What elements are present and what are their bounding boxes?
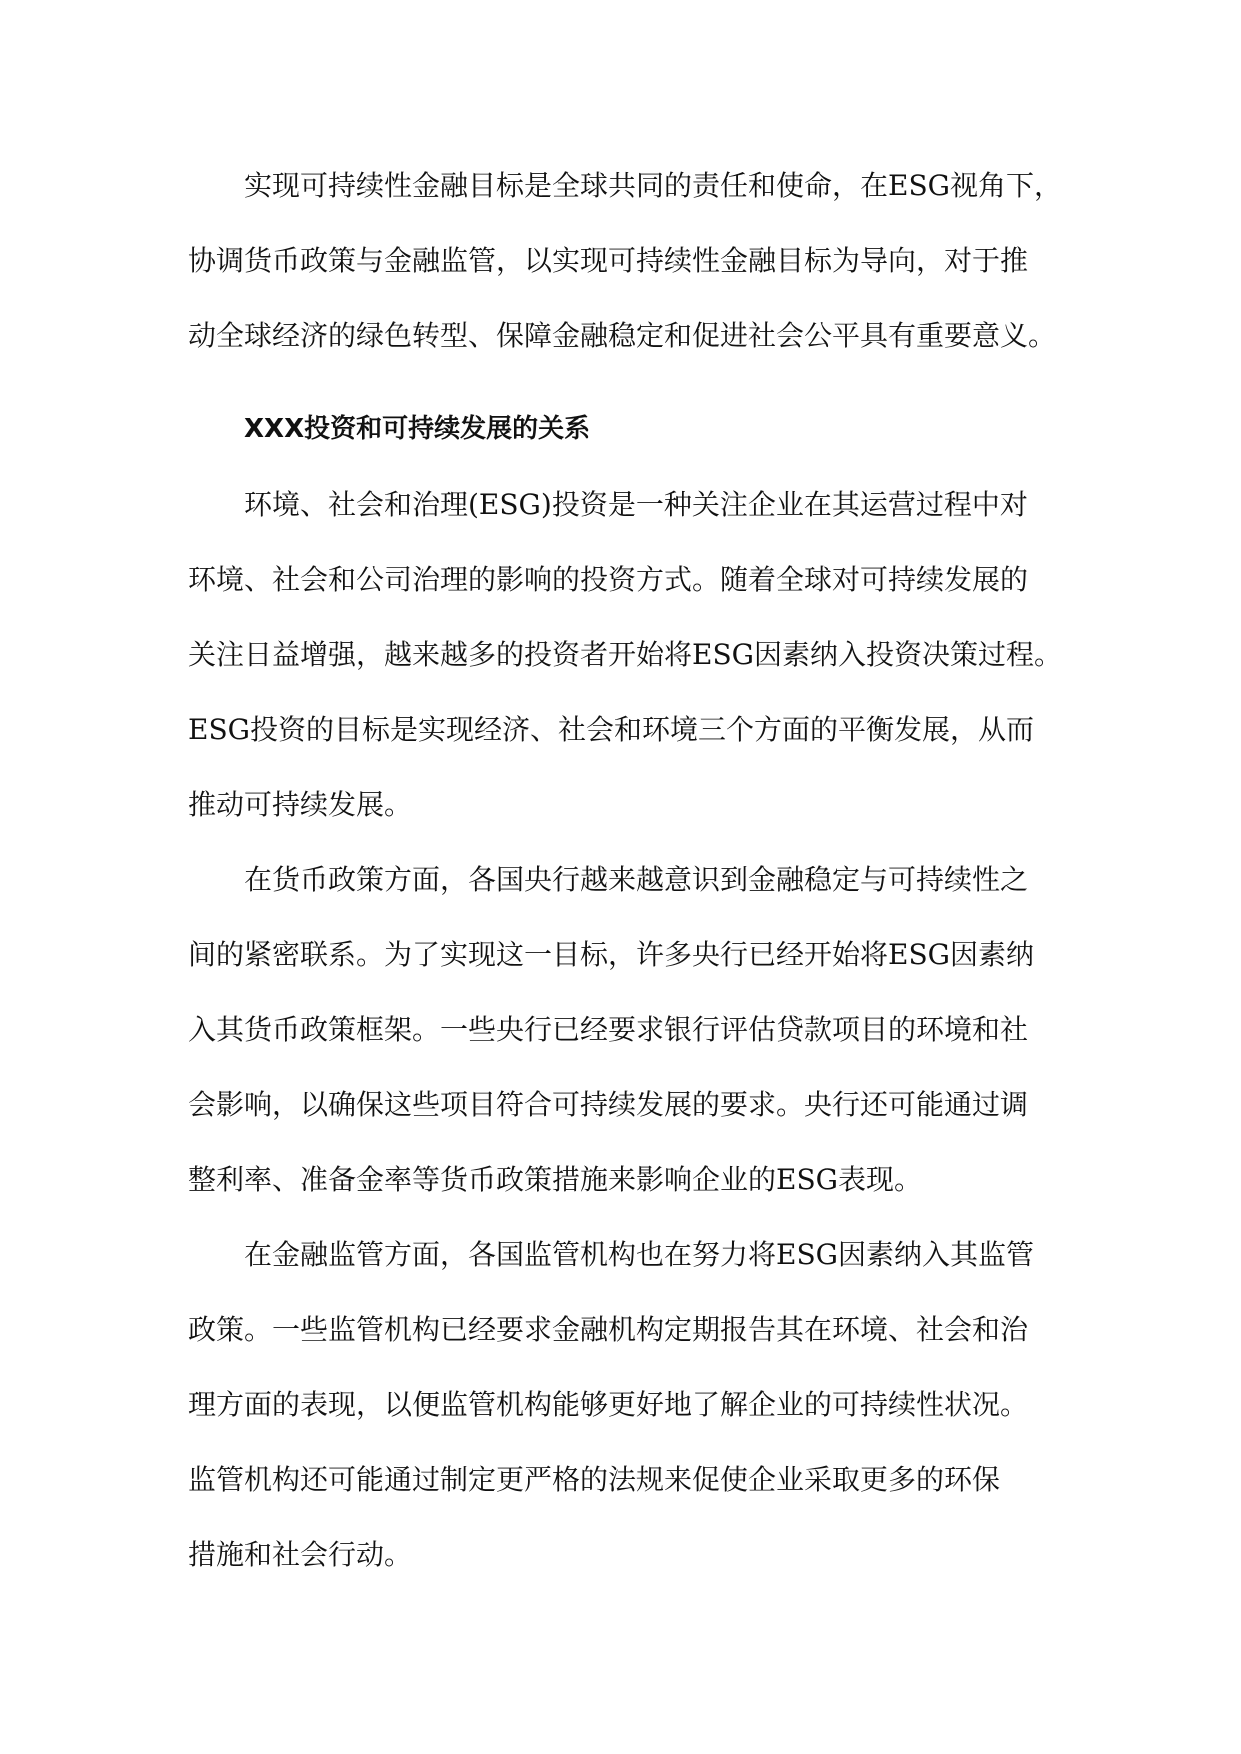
paragraph-line: 实现可持续性金融目标是全球共同的责任和使命，在ESG视角下， <box>244 169 1062 202</box>
paragraph-line: 推动可持续发展。 <box>188 788 413 821</box>
paragraph-line: 入其货币政策框架。一些央行已经要求银行评估贷款项目的环境和社 <box>188 1013 1029 1046</box>
paragraph-line: 监管机构还可能通过制定更严格的法规来促使企业采取更多的环保 <box>188 1463 1001 1496</box>
paragraph-line: 在货币政策方面，各国央行越来越意识到金融稳定与可持续性之 <box>244 863 1029 896</box>
paragraph-line: 措施和社会行动。 <box>188 1538 413 1571</box>
paragraph-line: 关注日益增强，越来越多的投资者开始将ESG因素纳入投资决策过程。 <box>188 638 1062 671</box>
paragraph-line: ESG投资的目标是实现经济、社会和环境三个方面的平衡发展，从而 <box>188 713 1034 746</box>
paragraph-line: 政策。一些监管机构已经要求金融机构定期报告其在环境、社会和治 <box>188 1313 1029 1346</box>
document-body <box>188 148 1088 1592</box>
paragraph-line: 会影响，以确保这些项目符合可持续发展的要求。央行还可能通过调 <box>188 1088 1029 1121</box>
paragraph-line: 动全球经济的绿色转型、保障金融稳定和促进社会公平具有重要意义。 <box>188 319 1057 352</box>
paragraph-line: 在金融监管方面，各国监管机构也在努力将ESG因素纳入其监管 <box>244 1238 1034 1271</box>
paragraph-line: 间的紧密联系。为了实现这一目标，许多央行已经开始将ESG因素纳 <box>188 938 1034 971</box>
paragraph-monetary-policy <box>188 842 1088 1217</box>
section-heading: XXX投资和可持续发展的关系 <box>244 414 591 444</box>
paragraph-line: 整利率、准备金率等货币政策措施来影响企业的ESG表现。 <box>188 1163 922 1196</box>
paragraph-sustainable-finance-goal <box>188 148 1088 373</box>
paragraph-line: 理方面的表现，以便监管机构能够更好地了解企业的可持续性状况。 <box>188 1388 1029 1421</box>
paragraph-line: 环境、社会和治理(ESG)投资是一种关注企业在其运营过程中对 <box>244 488 1028 521</box>
paragraph-financial-regulation <box>188 1217 1088 1592</box>
paragraph-esg-investment <box>188 467 1088 842</box>
paragraph-line: 协调货币政策与金融监管，以实现可持续性金融目标为导向，对于推 <box>188 244 1029 277</box>
paragraph-line: 环境、社会和公司治理的影响的投资方式。随着全球对可持续发展的 <box>188 563 1029 596</box>
